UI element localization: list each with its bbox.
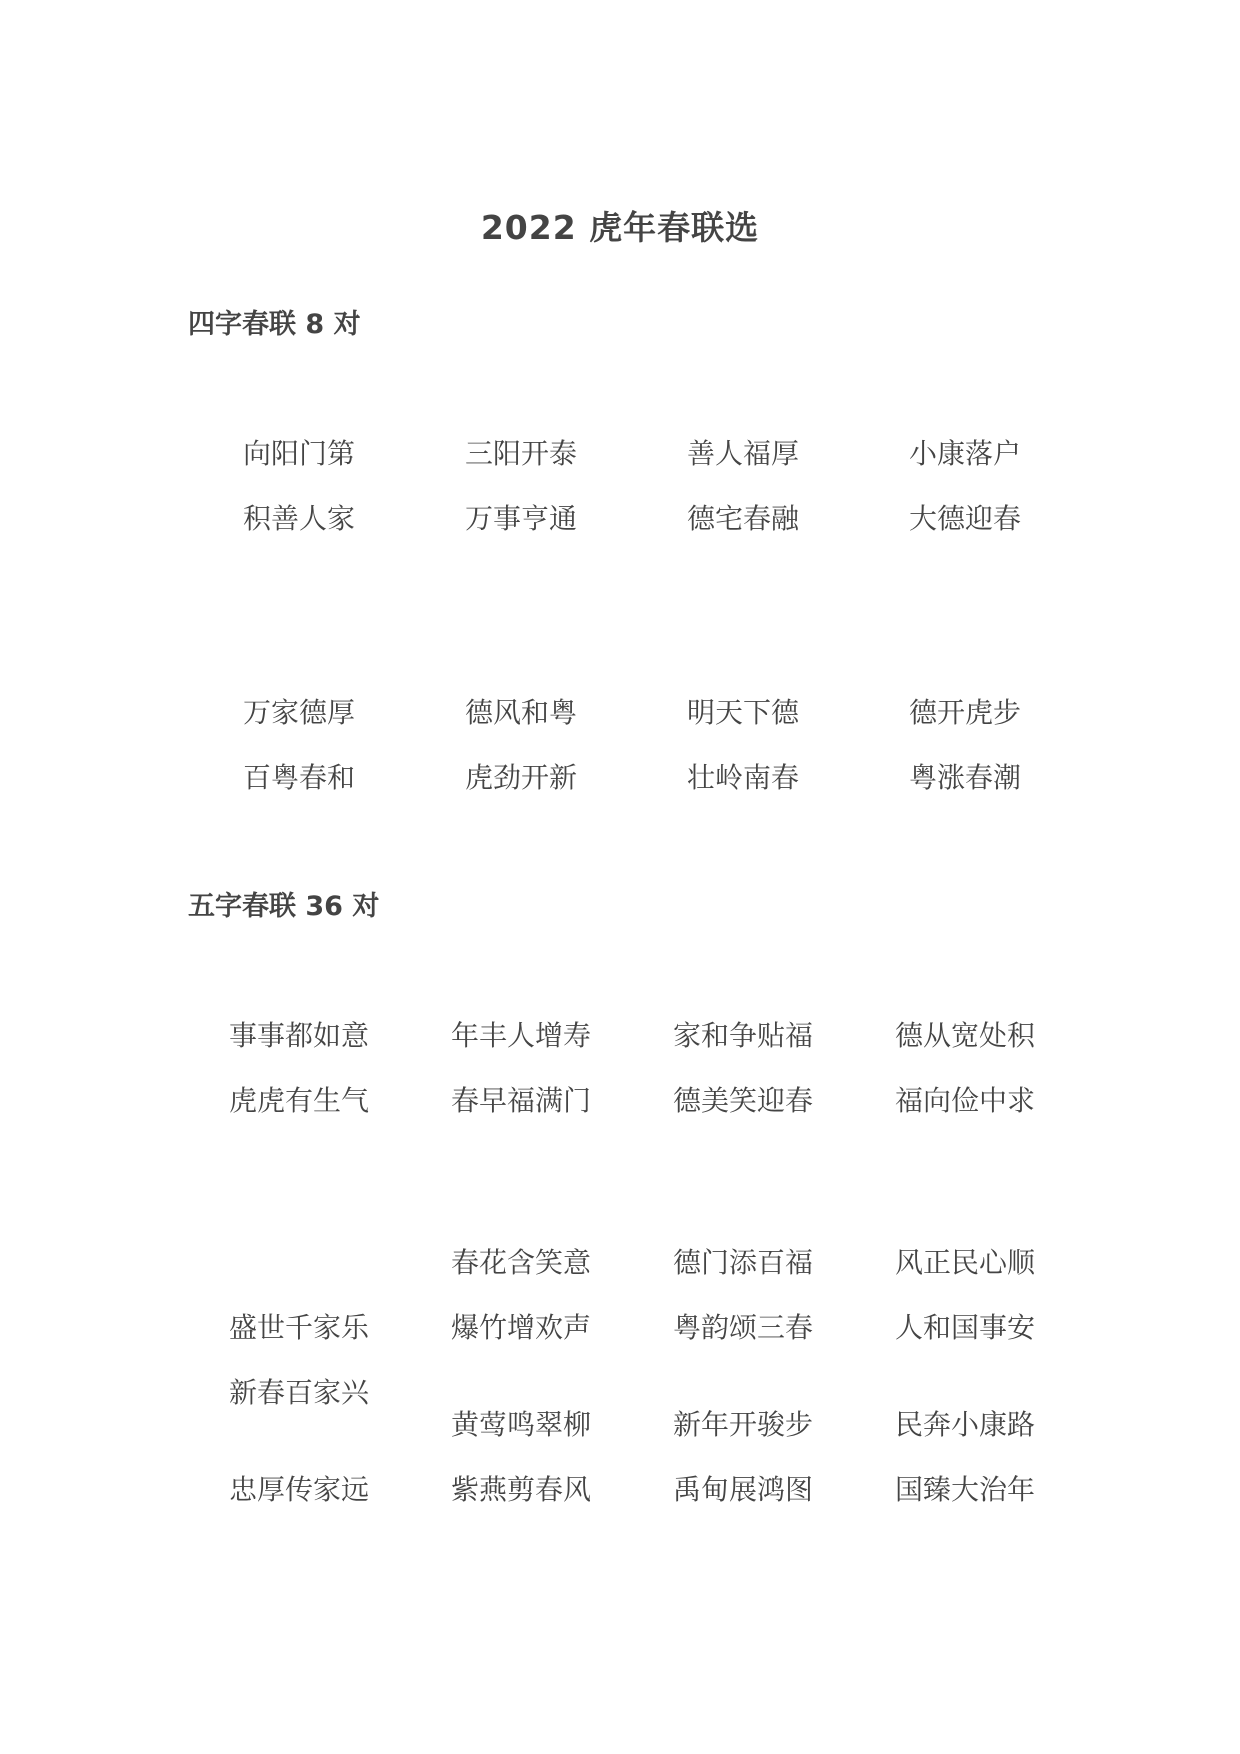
couplet [632, 436, 854, 537]
couplet-upper-line: 年丰人增寿 [450, 1019, 591, 1052]
couplet-lower-line: 虎劲开新 [464, 761, 577, 794]
couplet [854, 436, 1076, 537]
couplet-row [188, 1018, 1076, 1119]
couplet [410, 1245, 632, 1411]
couplet-lower-line: 百粤春和 [242, 761, 355, 794]
couplet [854, 1245, 1076, 1411]
couplet [188, 1407, 410, 1508]
couplet-lower-line: 德美笑迎春 [672, 1084, 813, 1117]
couplet-upper-line: 向阳门第 [242, 437, 355, 470]
couplet [854, 1407, 1076, 1508]
couplet-lower-line: 紫燕剪春风 [450, 1473, 591, 1506]
couplet-lower-line: 新春百家兴 [228, 1376, 369, 1409]
couplet [854, 1018, 1076, 1119]
couplet-upper-line: 德风和粤 [464, 696, 577, 729]
couplet-lower-line: 德宅春融 [686, 502, 799, 535]
couplet-lower-line: 粤韵颂三春 [672, 1311, 813, 1344]
couplet-upper-line: 德开虎步 [908, 696, 1021, 729]
couplet-lower-line: 虎虎有生气 [228, 1084, 369, 1117]
couplet [410, 1407, 632, 1508]
couplet [188, 1245, 410, 1411]
section-heading-five-char: 五字春联 36 对 [188, 891, 380, 922]
couplet [632, 1245, 854, 1411]
couplet [410, 1018, 632, 1119]
couplet-lower-line: 大德迎春 [908, 502, 1021, 535]
couplet [188, 695, 410, 796]
couplet-upper-line: 三阳开泰 [464, 437, 577, 470]
couplet-lower-line: 万事亨通 [464, 502, 577, 535]
couplet-lower-line: 爆竹增欢声 [450, 1311, 591, 1344]
couplet-upper-line: 民奔小康路 [894, 1408, 1035, 1441]
couplet-lower-line: 粤涨春潮 [908, 761, 1021, 794]
couplet-upper-line: 家和争贴福 [672, 1019, 813, 1052]
couplet-upper-line: 忠厚传家远 [228, 1473, 369, 1506]
couplet-row [188, 436, 1076, 537]
couplet-upper-line: 新年开骏步 [672, 1408, 813, 1441]
couplet-upper-line: 善人福厚 [686, 437, 799, 470]
couplet [188, 436, 410, 537]
couplet-lower-line: 壮岭南春 [686, 761, 799, 794]
couplet [632, 1018, 854, 1119]
couplet-upper-line: 德门添百福 [672, 1246, 813, 1279]
couplet-lower-line: 禹甸展鸿图 [672, 1473, 813, 1506]
couplet [632, 695, 854, 796]
couplet-lower-line: 积善人家 [242, 502, 355, 535]
couplet-lower-line: 人和国事安 [894, 1311, 1035, 1344]
page-title: 2022 虎年春联选 [480, 208, 760, 247]
couplet [410, 436, 632, 537]
couplet-upper-line: 盛世千家乐 [228, 1311, 369, 1344]
couplet [854, 695, 1076, 796]
couplet [410, 695, 632, 796]
couplet-upper-line: 万家德厚 [242, 696, 355, 729]
couplet-upper-line: 黄莺鸣翠柳 [450, 1408, 591, 1441]
couplet-lower-line: 国臻大治年 [894, 1473, 1035, 1506]
couplet-lower-line: 福向俭中求 [894, 1084, 1035, 1117]
couplet-lower-line: 春早福满门 [450, 1084, 591, 1117]
couplet-row [188, 695, 1076, 796]
couplet-upper-line: 德从宽处积 [894, 1019, 1035, 1052]
couplet-upper-line: 春花含笑意 [450, 1246, 591, 1279]
section-heading-four-char: 四字春联 8 对 [188, 309, 361, 340]
couplet-upper-line: 小康落户 [908, 437, 1021, 470]
couplet-upper-line: 风正民心顺 [894, 1246, 1035, 1279]
couplet-upper-line: 明天下德 [686, 696, 799, 729]
couplet [188, 1018, 410, 1119]
couplet-row [188, 1407, 1076, 1508]
couplet [632, 1407, 854, 1508]
couplet-row [188, 1245, 1076, 1411]
couplet-upper-line: 事事都如意 [228, 1019, 369, 1052]
